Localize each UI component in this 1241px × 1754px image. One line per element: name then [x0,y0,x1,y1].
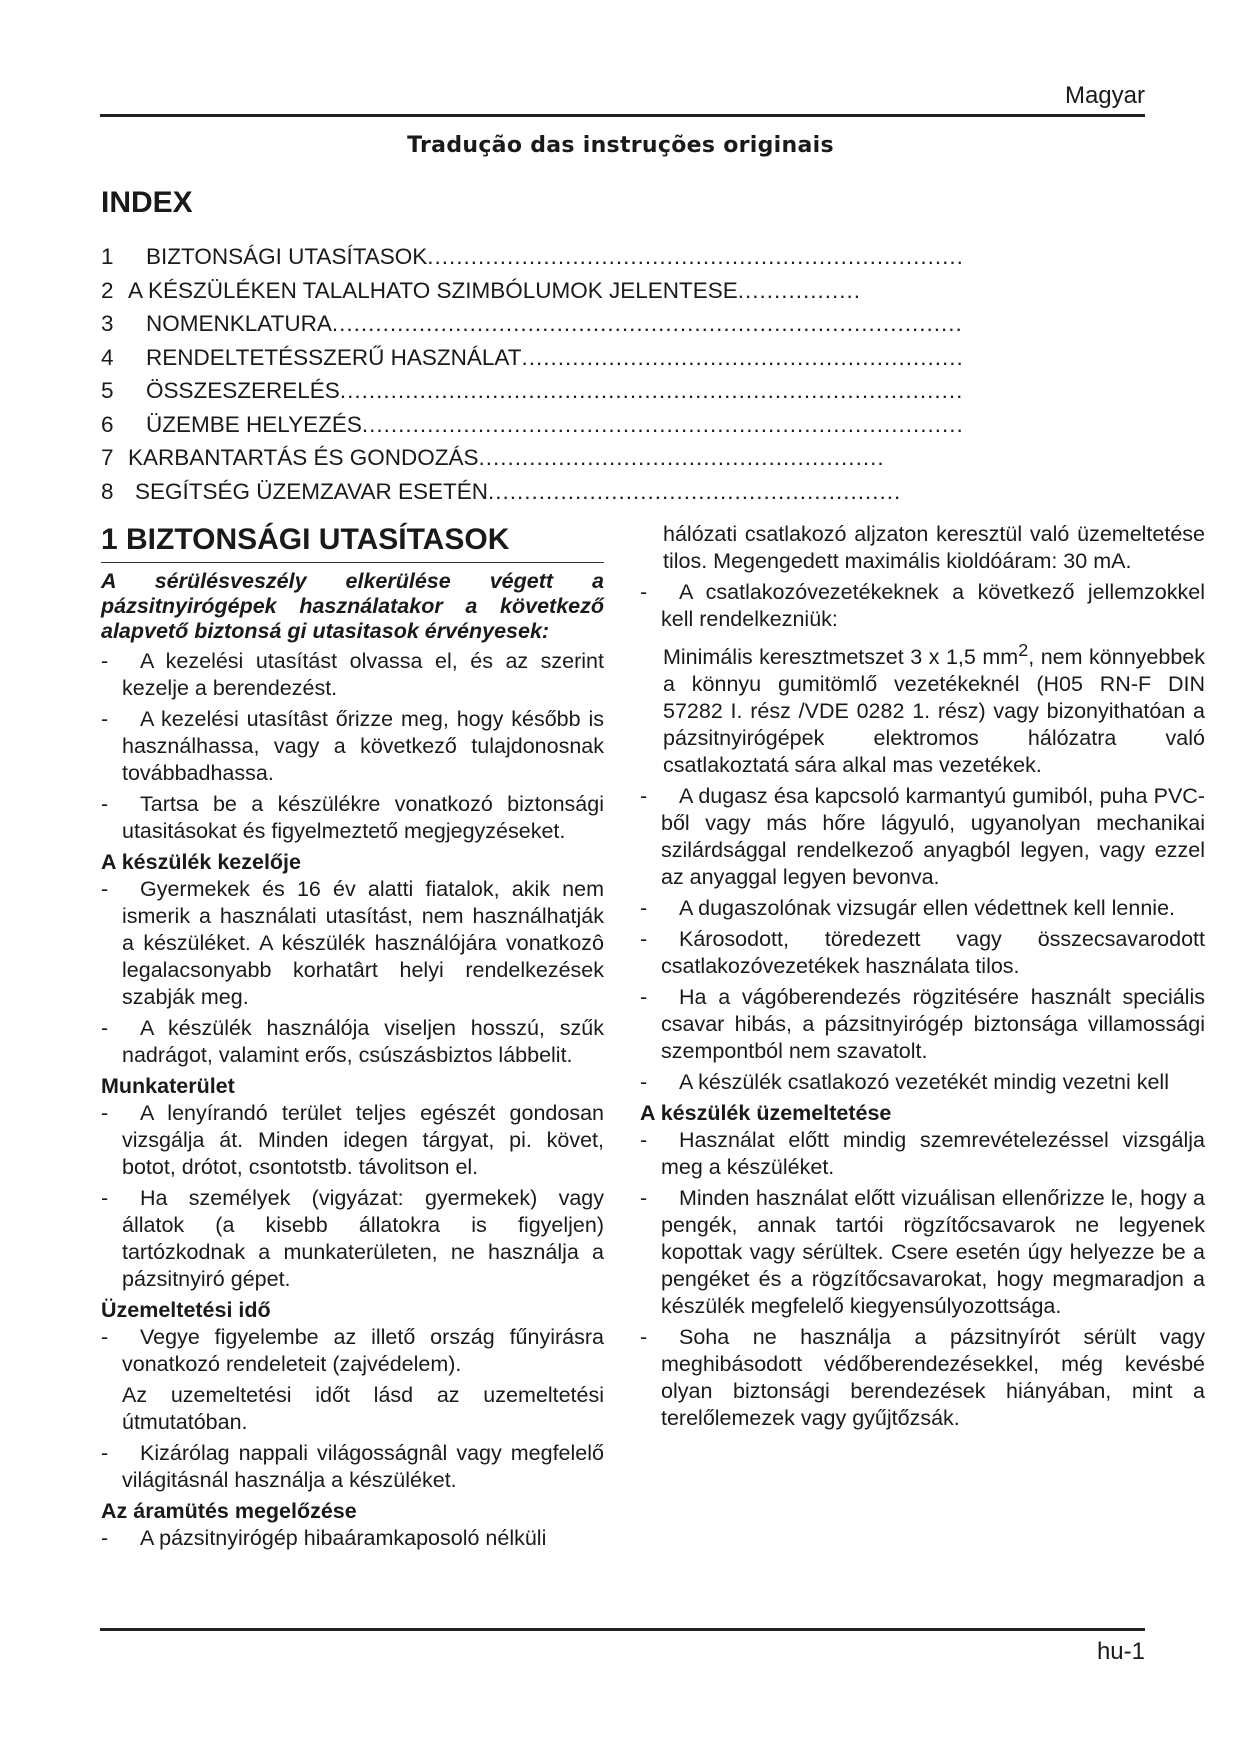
toc-leader [479,445,884,471]
list-item: - Ha a vágóberendezés rögzitésére használt speciális csavar hibás, a pázsitnyirógép biztonsága villamossági szempontból nem szavatolt. [640,985,1205,1064]
left-column [101,522,604,1552]
section-title: 1 BIZTONSÁGI UTASÍTASOK [101,522,604,563]
toc-leader [362,412,961,438]
footer-rule [100,1628,1145,1631]
toc-number: 3 [101,311,114,336]
toc-title: BIZTONSÁGI UTASÍTASOK [146,244,428,269]
toc-leader [332,311,961,337]
toc-number: 7 [101,445,114,470]
toc-leader [738,278,863,304]
toc-number: 8 [101,478,114,504]
list-item: - A dugaszolónak vizsugár ellen védettnek kell lennie. [640,896,1176,921]
list-item: - A készülék csatlakozó vezetékét mindig vezetni kell [640,1070,1169,1095]
list-item: - Kizárólag nappali világosságnâl vagy megfelelő világitásnál használja a készüléket. [101,1441,604,1492]
list-item: - Károsodott, töredezett vagy összecsavarodott csatlakozóvezetékek használata tilos. [640,927,1205,979]
toc-leader [488,479,900,505]
toc-title: SEGÍTSÉG ÜZEMZAVAR ESETÉN [135,478,488,504]
operating-time-note: Az uzemeltetési időt lásd az uzemeltetési útmutatóban. [122,1383,604,1434]
subheading-usage: A készülék üzemeltetése [640,1101,892,1126]
section-intro: A sérülésveszély elkerülése végett a pázsitnyirógépek használatakor a következő alapvető biztonsá gi utasitasok érvényesek: [101,569,604,643]
toc-entry-8[interactable] [101,479,961,513]
toc-title: NOMENKLATURA [146,311,332,336]
toc-leader [427,244,961,270]
header-rule [100,114,1145,117]
list-item: - A lenyírandó terület teljes egészét gondosan vizsgálja át. Minden idegen tárgyat, pi. követ, botot, drótot, csontotstb. távolitson el. [101,1101,604,1179]
list-item: - Minden használat előtt vizuálisan ellenőrizze le, hogy a pengék, annak tartói rögzítőcsavarok ne legyenek kopottak vagy sérültek. Csere esetén úgy helyezze be a pengéket és a rögzítőcsavarokat, hogy megmaradjon a készülék megfelelő kiegyensúlyozottsága. [640,1186,1205,1319]
list-item: - Ha személyek (vigyázat: gyermekek) vagy állatok (a kisebb állatokra is figyeljen) tartózkodnak a munkaterületen, ne használja a pázsitnyiró gépet. [101,1186,604,1291]
electric-continuation: hálózati csatlakozó aljzaton keresztül való üzemeltetése tilos. Megengedett maximális kioldóáram: 30 mA. [663,522,1205,573]
subheading-electric-shock: Az áramütés megelőzése [101,1499,357,1523]
list-item: - A dugasz ésa kapcsoló karmantyú gumiból, puha PVC-ből vagy más hőre lágyuló, ugyanolyan mechanikai szilárdsággal rendelkezoő anyagból legyen, vagy ezzel az anyaggal legyen bevonva. [640,784,1205,890]
table-of-contents [101,244,961,512]
toc-title: KARBANTARTÁS ÉS GONDOZÁS [128,445,479,470]
toc-title: RENDELTETÉSSZERŰ HASZNÁLAT [146,344,522,370]
toc-leader [521,345,961,371]
list-item: - Használat előtt mindig szemrevételezéssel vizsgálja meg a készüléket. [640,1128,1205,1180]
index-title: INDEX [101,186,193,219]
toc-number: 5 [101,378,114,403]
toc-entry-2[interactable] [101,278,961,312]
toc-entry-6[interactable] [101,412,961,446]
toc-entry-5[interactable] [101,378,961,412]
toc-title: ÖSSZESZERELÉS [146,378,340,403]
toc-number: 1 [101,244,114,269]
toc-entry-3[interactable] [101,311,961,345]
toc-leader [340,378,961,404]
list-item: - Tartsa be a készülékre vonatkozó biztonsági utasitásokat és figyelmeztető megjegyzéseket. [101,792,604,843]
list-item: - Vegye figyelembe az illető ország fűnyirásra vonatkozó rendeleteit (zajvédelem). [101,1325,604,1376]
subheading-operating-time: Üzemeltetési idő [101,1298,271,1322]
toc-title: ÜZEMBE HELYEZÉS [146,411,362,437]
document-subtitle: Tradução das instruções originais [407,133,834,158]
list-item: - Soha ne használja a pázsitnyírót sérült vagy meghibásodott védőberendezésekkel, még kevésbé olyan biztonsági berendezések hiányában, mint a terelőlemezek vagy gyűjtőzsák. [640,1325,1205,1431]
list-item: - A pázsitnyirógép hibaáramkaposoló nélküli [101,1526,547,1550]
cable-spec: Minimális keresztmetszet 3 x 1,5 $mm^2$, nem könnyebbek a könnyu gumitömlő vezetékeknél (H05 RN-F DIN 57282 I. rész /VDE 0282 1. rész) vagy bizonyithatóan a pázsitnyirógépek elektromos hálózatra való csatlakoztatá sára alkal mas vezetékek. [663,640,1205,778]
list-item: - A kezelési utasítást olvassa el, és az szerint kezelje a berendezést. [101,649,604,700]
toc-number: 2 [101,277,114,303]
toc-entry-1[interactable] [101,244,961,278]
list-item: - Gyermekek és 16 év alatti fiatalok, akik nem ismerik a használati utasítást, nem használhatják a készüléket. A készülék használójára vonatkozô legalacsonyabb korhatârt helyi rendelkezések szabják meg. [101,877,604,1009]
toc-entry-7[interactable] [101,445,961,479]
list-item: - A kezelési utasítâst őrizze meg, hogy később is használhassa, vagy a következő tulajdonosnak továbbadhassa. [101,707,604,785]
language-label: Magyar [1064,82,1145,109]
toc-title: A KÉSZÜLÉKEN TALALHATO SZIMBÓLUMOK JELENTESE [128,277,738,303]
page-number: hu-1 [1096,1638,1145,1665]
toc-number: 6 [101,411,114,437]
subheading-operator: A készülék kezelője [101,850,301,874]
subheading-work-area: Munkaterület [101,1074,235,1098]
toc-entry-4[interactable] [101,345,961,379]
list-item: - A készülék használója viseljen hosszú, szűk nadrágot, valamint erős, csúszásbiztos lábbelit. [101,1016,604,1067]
list-item: - A csatlakozóvezetékeknek a következő jellemzokkel kell rendelkezniük: [640,580,1205,631]
toc-number: 4 [101,344,114,370]
right-column [640,521,1205,1436]
